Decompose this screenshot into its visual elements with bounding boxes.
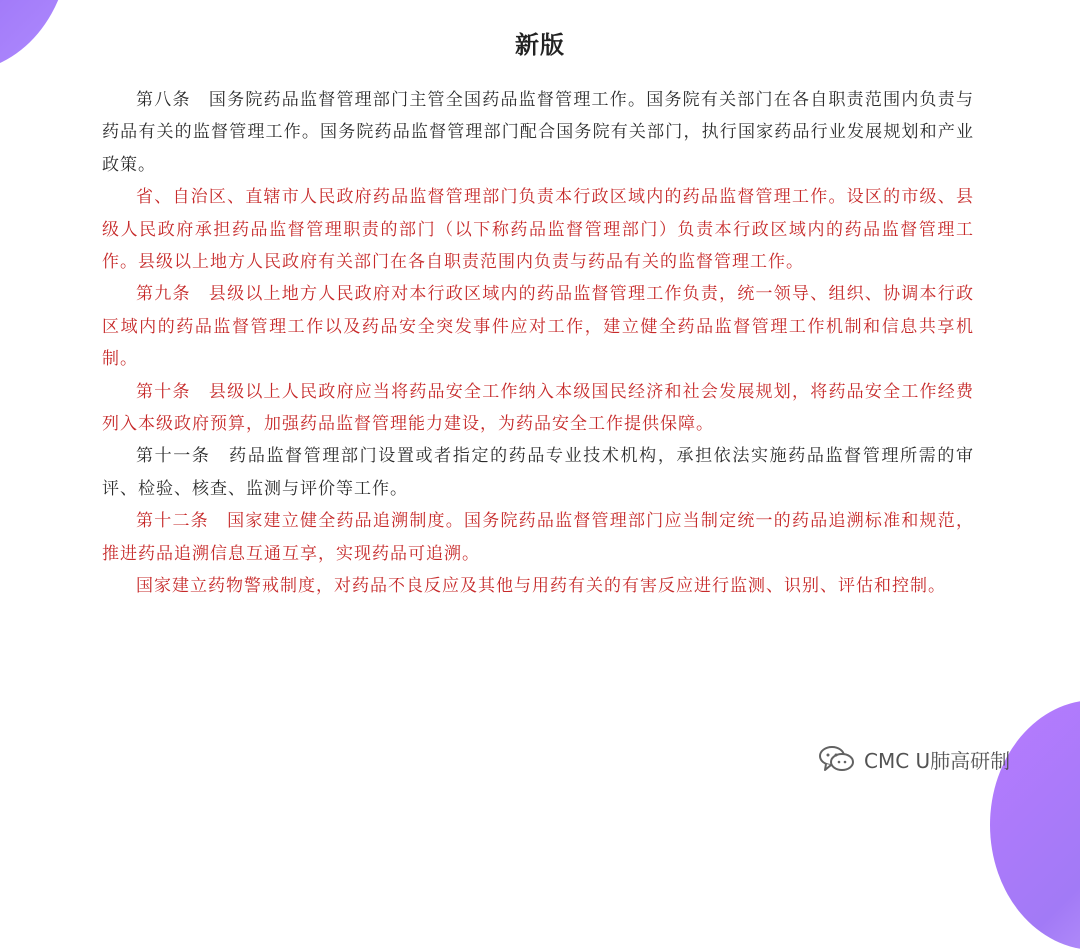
paragraph-article-10: 第十条 县级以上人民政府应当将药品安全工作纳入本级国民经济和社会发展规划，将药品安全工作经费列入本级政府预算，加强药品监督管理能力建设，为药品安全工作提供保障。 — [102, 381, 974, 435]
paragraph-article-8: 第八条 国务院药品监督管理部门主管全国药品监督管理工作。国务院有关部门在各自职责范围内负责与药品有关的监督管理工作。国务院药品监督管理部门配合国务院有关部门，执行国家药品行业发展规划和产业政策。 — [102, 90, 974, 175]
paragraph-article-8-provincial: 省、自治区、直辖市人民政府药品监督管理部门负责本行政区域内的药品监督管理工作。设区的市级、县级人民政府承担药品监督管理职责的部门（以下称药品监督管理部门）负责本行政区域内的药品监督管理工作。县级以上地方人民政府有关部门在各自职责范围内负责与药品有关的监督管理工作。 — [102, 187, 974, 273]
watermark-text: CMC U肺高研制 — [864, 748, 1011, 773]
paragraph-article-11: 第十一条 药品监督管理部门设置或者指定的药品专业技术机构，承担依法实施药品监督管理所需的审评、检验、核查、监测与评价等工作。 — [102, 446, 974, 499]
paragraph-article-12: 第十二条 国家建立健全药品追溯制度。国务院药品监督管理部门应当制定统一的药品追溯标准和规范，推进药品追溯信息互通互享，实现药品可追溯。 — [102, 511, 974, 564]
watermark — [818, 744, 1010, 774]
paragraph-article-9: 第九条 县级以上地方人民政府对本行政区域内的药品监督管理工作负责，统一领导、组织、协调本行政区域内的药品监督管理工作以及药品安全突发事件应对工作，建立健全药品监督管理工作机制和信息共享机制。 — [102, 284, 974, 370]
decorative-corner-bottom-right — [990, 700, 1080, 950]
paragraph-pharmacovigilance: 国家建立药物警戒制度，对药品不良反应及其他与用药有关的有害反应进行监测、识别、评估和控制。 — [136, 576, 946, 597]
wechat-icon — [818, 744, 856, 774]
page-title: 新版 — [515, 31, 565, 59]
document-body — [102, 84, 974, 603]
